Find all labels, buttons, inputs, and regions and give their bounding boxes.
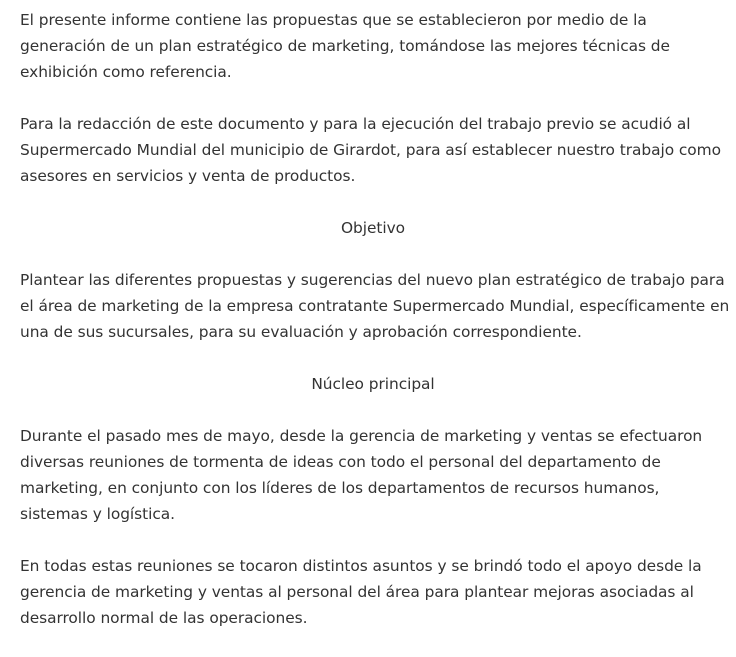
paragraph-line: gerencia de marketing y ventas al personal del área para plantear mejoras asociadas al [20, 583, 694, 601]
objective-paragraph [20, 267, 730, 345]
paragraph-line: Para la redacción de este documento y para la ejecución del trabajo previo se acudió al [20, 115, 691, 133]
paragraph-line: Durante el pasado mes de mayo, desde la gerencia de marketing y ventas se efectuaron [20, 427, 703, 445]
objective-heading: Objetivo [340, 219, 406, 237]
paragraph-line: diversas reuniones de tormenta de ideas con todo el personal del departamento de [20, 453, 661, 471]
paragraph-line: marketing, en conjunto con los líderes de los departamentos de recursos humanos, [20, 479, 660, 497]
core-paragraph-2 [20, 553, 726, 631]
document-body [20, 7, 730, 657]
paragraph-line: sistemas y logística. [20, 505, 175, 523]
paragraph-line: exhibición como referencia. [20, 63, 232, 81]
paragraph-line: El presente informe contiene las propuestas que se establecieron por medio de la [20, 11, 647, 29]
intro-paragraph [20, 7, 726, 85]
paragraph-line: generación de un plan estratégico de marketing, tomándose las mejores técnicas de [20, 37, 670, 55]
paragraph-line: una de sus sucursales, para su evaluación y aprobación correspondiente. [20, 323, 582, 341]
core-paragraph-1 [20, 423, 726, 527]
context-paragraph [20, 111, 726, 189]
core-heading: Núcleo principal [311, 375, 435, 393]
paragraph-line: el área de marketing de la empresa contratante Supermercado Mundial, específicamente en [20, 297, 730, 315]
paragraph-line: Plantear las diferentes propuestas y sugerencias del nuevo plan estratégico de trabajo para [20, 271, 725, 289]
paragraph-line: Supermercado Mundial del municipio de Girardot, para así establecer nuestro trabajo como [20, 141, 721, 159]
paragraph-line: asesores en servicios y venta de productos. [20, 167, 356, 185]
paragraph-line: desarrollo normal de las operaciones. [20, 609, 308, 627]
paragraph-line: En todas estas reuniones se tocaron distintos asuntos y se brindó todo el apoyo desde la [20, 557, 702, 575]
